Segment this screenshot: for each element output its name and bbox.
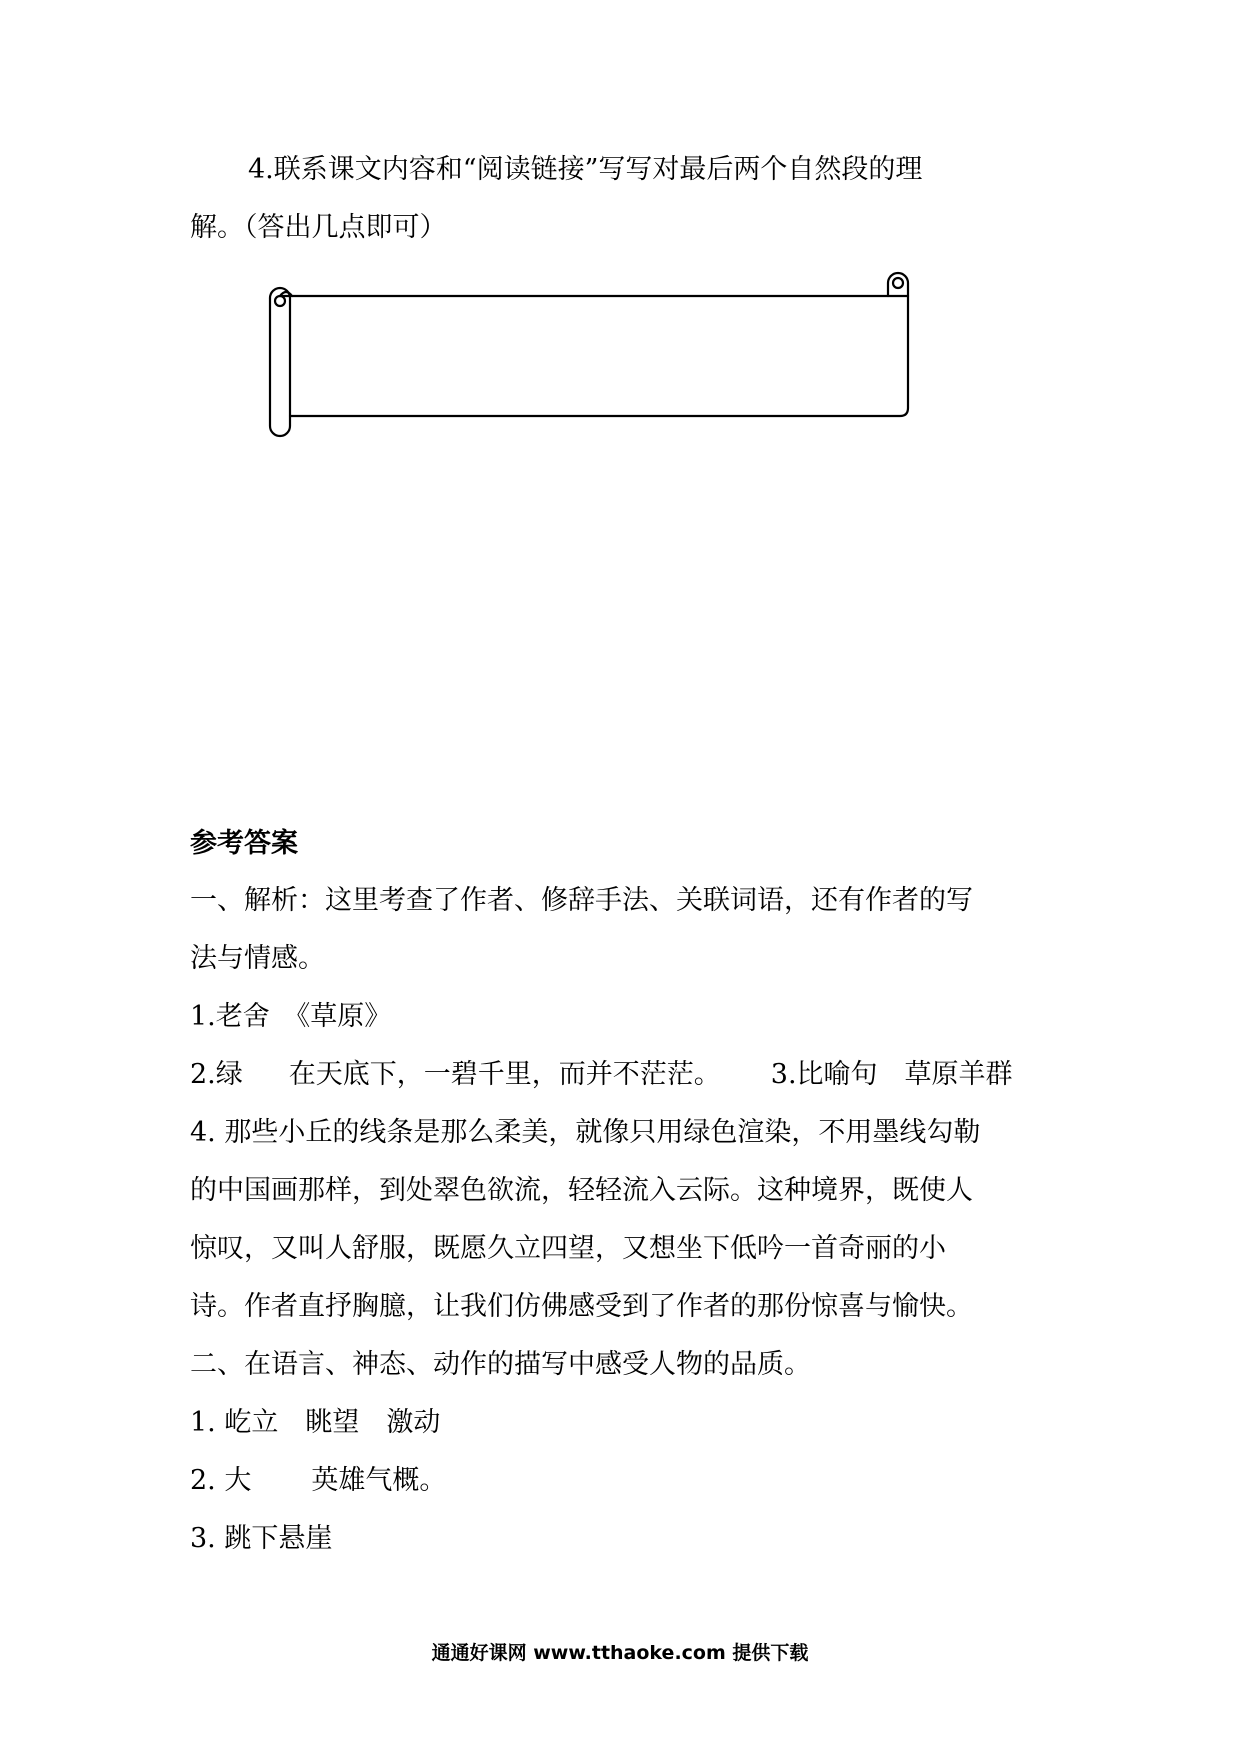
answer-2-2-label: 2. 大 (190, 1465, 252, 1496)
answer-1-4-line-4: 诗。作者直抒胸臆，让我们仿佛感受到了作者的那份惊喜与愉快。 (190, 1291, 973, 1322)
answer-2-2 (190, 1463, 446, 1499)
answer-2-2-text: 英雄气概。 (311, 1465, 447, 1496)
question-4-line-1: 4.联系课文内容和“阅读链接”写写对最后两个自然段的理 (248, 154, 923, 185)
answer-1-2-label: 2.绿 (190, 1059, 243, 1090)
answer-2-1: 1. 屹立 眺望 激动 (190, 1407, 441, 1438)
answer-1-4-line-3: 惊叹，又叫人舒服，既愿久立四望，又想坐下低吟一首奇丽的小 (190, 1233, 946, 1264)
answer-1-3: 3.比喻句 草原羊群 (770, 1059, 1013, 1090)
answer-1-2-and-3 (190, 1057, 1013, 1093)
answer-section-1-line-1: 一、解析：这里考查了作者、修辞手法、关联词语，还有作者的写 (190, 885, 973, 916)
answers-heading: 参考答案 (190, 828, 298, 859)
answer-1-4-line-2: 的中国画那样，到处翠色欲流，轻轻流入云际。这种境界，既使人 (190, 1175, 973, 1206)
answer-section-1-line-2: 法与情感。 (190, 943, 325, 974)
question-4-line-2: 解。（答出几点即可） (190, 212, 447, 243)
answer-1-4-line-1: 4. 那些小丘的线条是那么柔美，就像只用绿色渲染，不用墨线勾勒 (190, 1117, 981, 1148)
answer-2-3: 3. 跳下悬崖 (190, 1523, 333, 1554)
answer-1-1: 1.老舍 《草原》 (190, 1001, 392, 1032)
answer-scroll-box (262, 268, 922, 438)
answer-1-2-text: 在天底下，一碧千里，而并不茫茫。 (288, 1059, 721, 1090)
answer-section-2: 二、在语言、神态、动作的描写中感受人物的品质。 (190, 1349, 811, 1380)
download-footer: 通通好课网 www.tthaoke.com 提供下载 (431, 1642, 809, 1664)
